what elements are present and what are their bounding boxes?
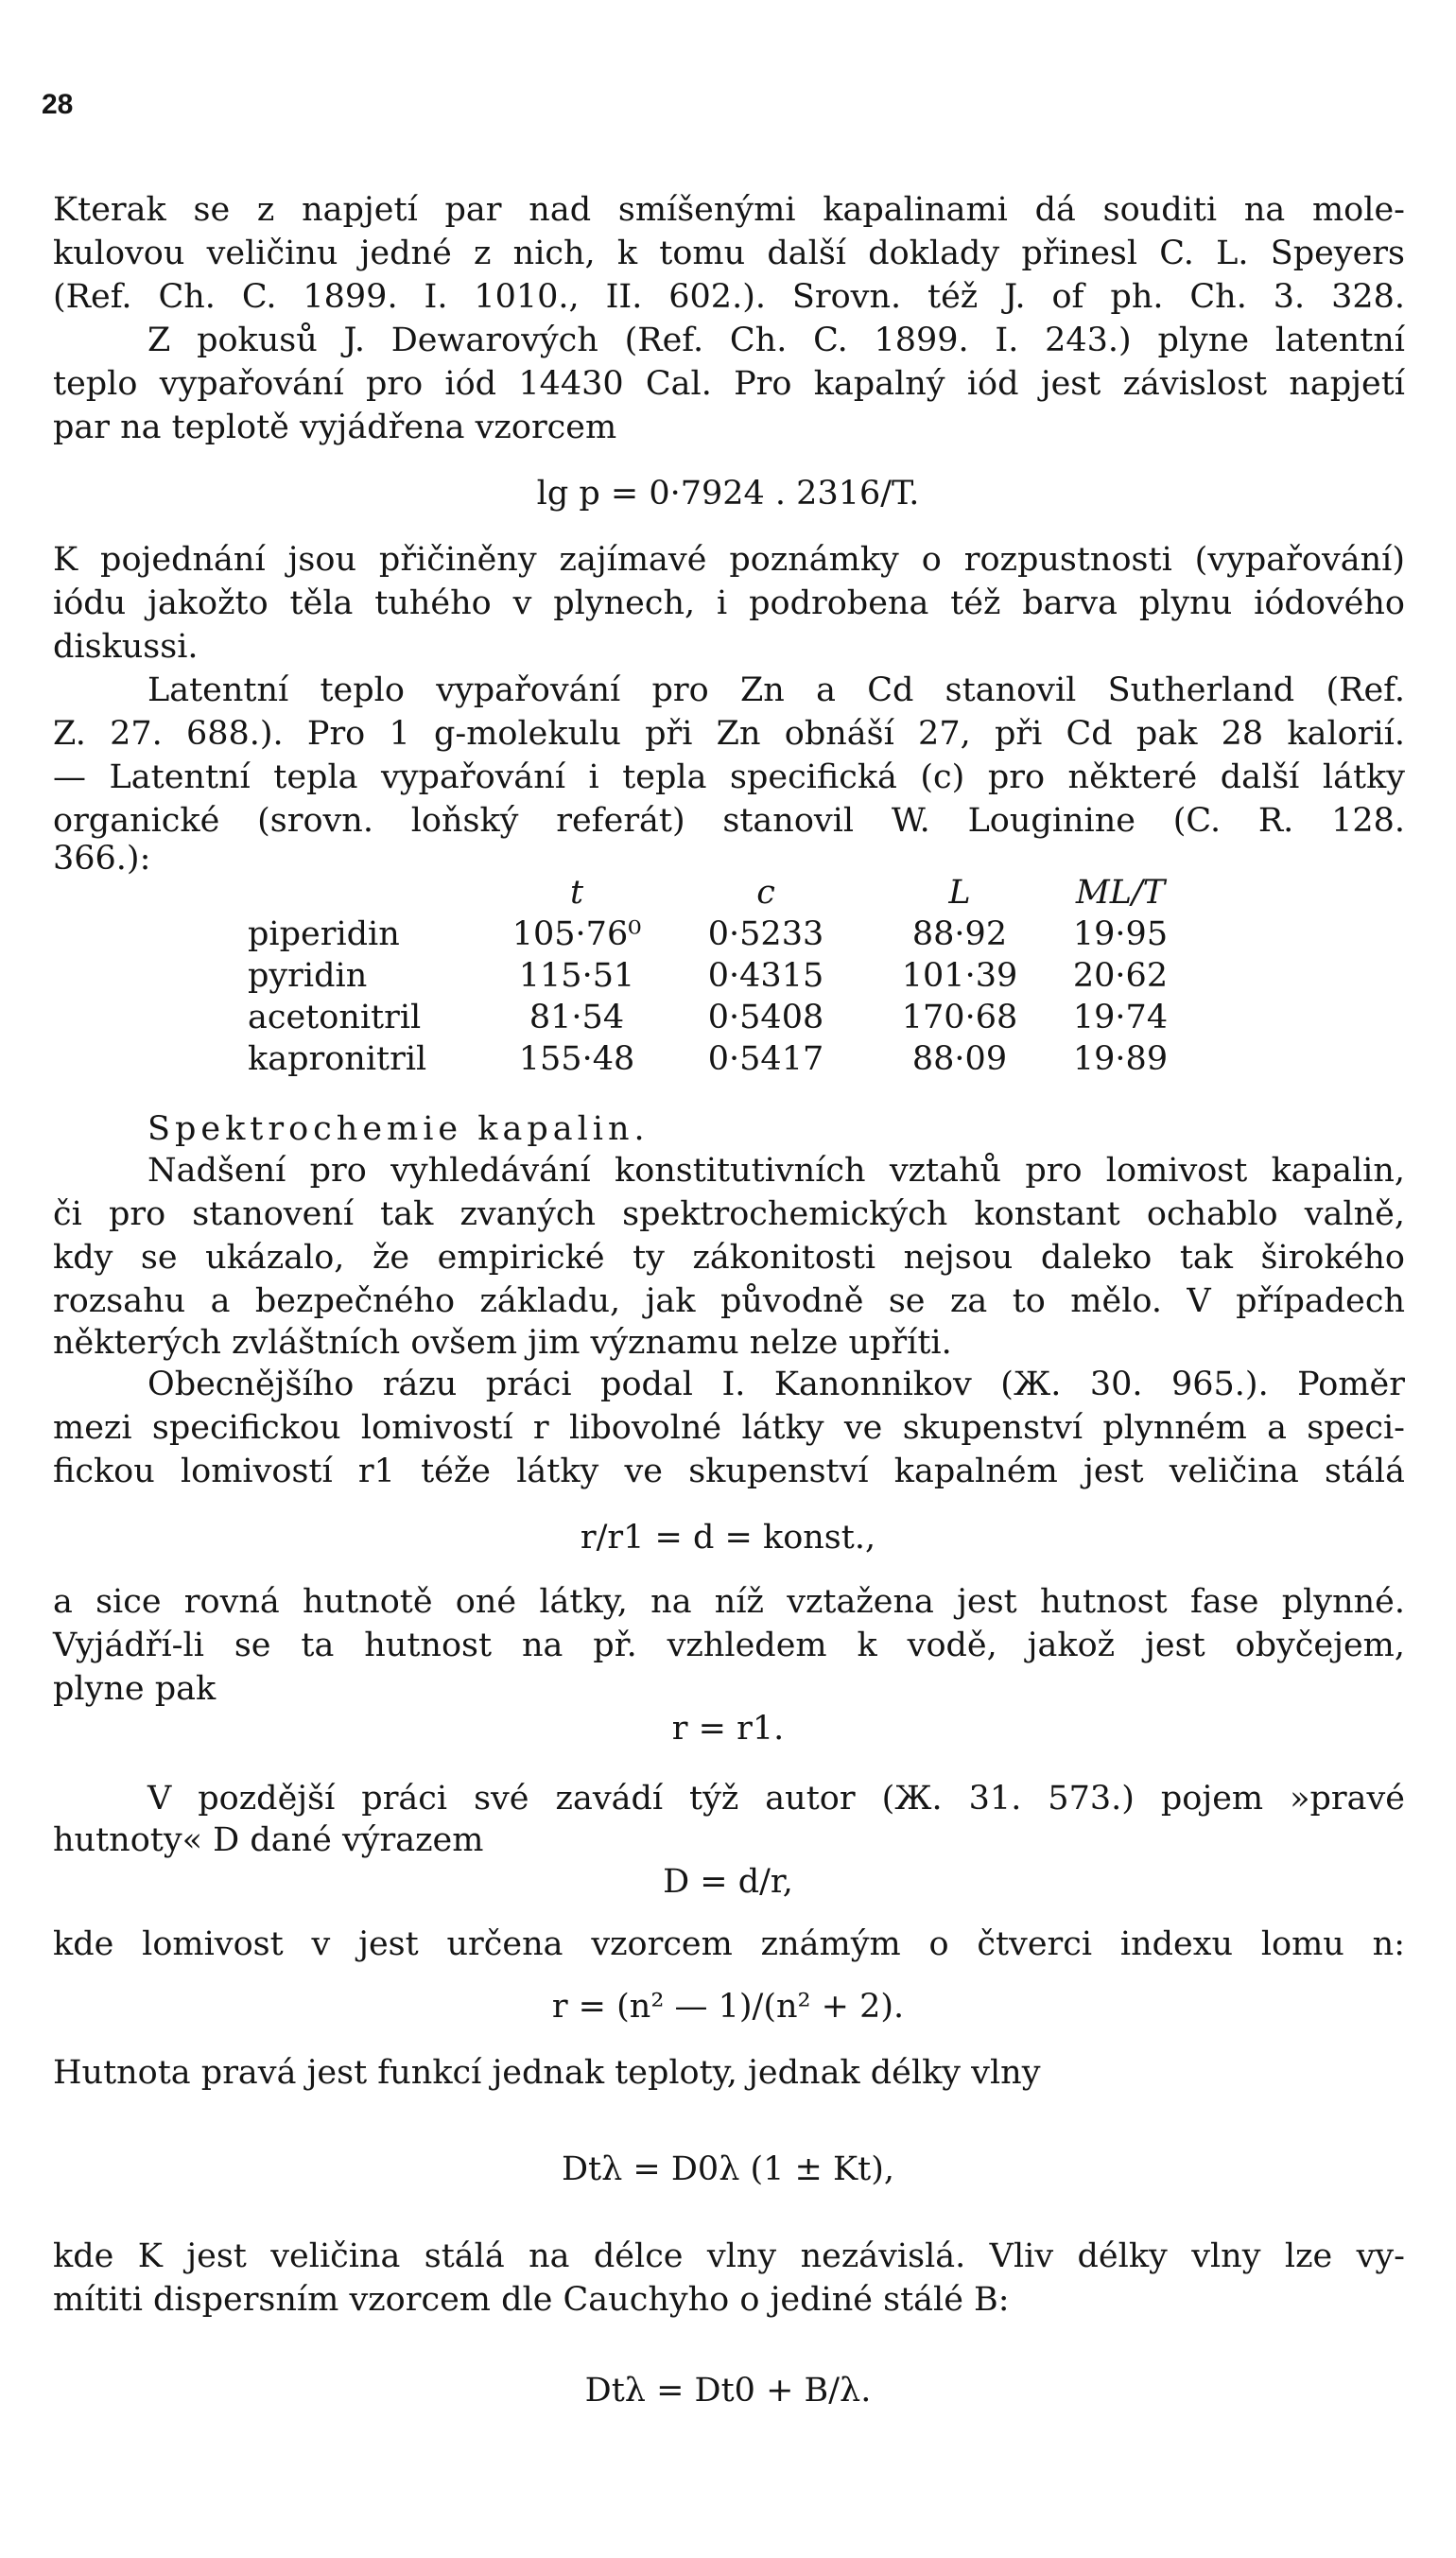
text-line: rozsahu a bezpečného základu, jak původně se za to mělo. V případech (53, 1282, 1405, 1320)
equation: lg p = 0·7924 . 2316/T. (536, 475, 920, 513)
table-header-blank (248, 872, 492, 914)
table-cell-c: 0·5408 (707, 999, 824, 1036)
table-header-c: c (756, 874, 775, 912)
table-cell-l: 170·68 (901, 999, 1018, 1036)
text-line: Hutnota pravá jest funkcí jednak teploty, jednak délky vlny (53, 2054, 1041, 2092)
table-cell-l: 101·39 (901, 957, 1018, 995)
text-line: Nadšení pro vyhledávání konstitutivních vztahů pro lomivost kapalin, (147, 1152, 1405, 1190)
table-header-ml-t: ML/T (1075, 874, 1166, 912)
table-row (248, 1038, 1191, 1080)
table-cell-c: 0·5417 (707, 1040, 824, 1078)
text-line: Latentní teplo vypařování pro Zn a Cd stanovil Sutherland (Ref. (147, 671, 1405, 709)
table-cell-c: 0·4315 (707, 957, 824, 995)
equation: r = (n² — 1)/(n² + 2). (551, 1988, 905, 2026)
text-line: Kterak se z napjetí par nad smíšenými kapalinami dá souditi na mole- (53, 191, 1405, 229)
table-cell-t: 81·54 (529, 999, 625, 1036)
text-line: kdy se ukázalo, že empirické ty zákonitosti nejsou daleko tak širokého (53, 1239, 1405, 1277)
text-line: organické (srovn. loňský referát) stanovil W. Louginine (C. R. 128. (53, 802, 1405, 840)
text-line: Obecnějšího rázu práci podal I. Kanonnikov (Ж. 30. 965.). Poměr (147, 1366, 1405, 1403)
text-line: Z pokusů J. Dewarových (Ref. Ch. C. 1899. I. 243.) plyne latentní (147, 322, 1405, 359)
text-line: kde K jest veličina stálá na délce vlny nezávislá. Vliv délky vlny lze vy- (53, 2237, 1405, 2275)
equation: r/r1 = d = konst., (580, 1519, 876, 1557)
equation: r = r1. (671, 1710, 785, 1748)
table-row (248, 997, 1191, 1038)
table-header-t: t (569, 874, 584, 912)
text-line: Z. 27. 688.). Pro 1 g-molekulu při Zn obnáší 27, při Cd pak 28 kalorií. (53, 715, 1405, 753)
table-cell-name: acetonitril (248, 999, 422, 1036)
text-line: teplo vypařování pro iód 14430 Cal. Pro kapalný iód jest závislost napjetí (53, 365, 1405, 403)
text-line: mítiti dispersním vzorcem dle Cauchyho o jediné stálé B: (53, 2281, 1010, 2319)
table-header-row (248, 872, 1191, 914)
table-cell-ml-t: 19·95 (1072, 915, 1169, 953)
text-line: diskussi. (53, 628, 199, 666)
text-line: Vyjádří-li se ta hutnost na př. vzhledem k vodě, jakož jest obyčejem, (53, 1627, 1405, 1664)
table-cell-c: 0·5233 (707, 915, 824, 953)
table-cell-t: 155·48 (518, 1040, 635, 1078)
text-line: (Ref. Ch. C. 1899. I. 1010., II. 602.). Srovn. též J. of ph. Ch. 3. 328. (53, 278, 1405, 316)
equation: Dtλ = Dt0 + B/λ. (584, 2372, 872, 2410)
text-line: kulovou veličinu jedné z nich, k tomu další doklady přinesl C. L. Speyers (53, 235, 1405, 272)
equation: Dtλ = D0λ (1 ± Kt), (561, 2150, 895, 2188)
text-line: — Latentní tepla vypařování i tepla specifická (c) pro některé další látky (53, 758, 1405, 796)
text-line: V pozdější práci své zavádí týž autor (Ж. 31. 573.) pojem »pravé (147, 1780, 1405, 1818)
text-line: fickou lomivostí r1 téže látky ve skupenství kapalném jest veličina stálá (53, 1453, 1405, 1490)
text-line: iódu jakožto těla tuhého v plynech, i podrobena též barva plynu iódového (53, 584, 1405, 622)
text-line: par na teplotě vyjádřena vzorcem (53, 409, 617, 446)
table-cell-l: 88·09 (911, 1040, 1008, 1078)
table-cell-l: 88·92 (911, 915, 1008, 953)
equation: D = d/r, (663, 1863, 793, 1901)
text-line: plyne pak (53, 1670, 217, 1708)
data-table (248, 872, 1191, 1080)
text-line: či pro stanovení tak zvaných spektrochemických konstant ochablo valně, (53, 1195, 1405, 1233)
section-heading: Spektrochemie kapalin. (147, 1110, 650, 1148)
text-line: některých zvláštních ovšem jim významu nelze upříti. (53, 1324, 952, 1362)
page-number: 28 (42, 89, 74, 120)
text-line: mezi specifickou lomivostí r libovolné látky ve skupenství plynném a speci- (53, 1409, 1405, 1447)
table-header-l: L (948, 874, 971, 912)
table-cell-name: piperidin (248, 915, 400, 953)
table-cell-t: 105·76⁰ (511, 915, 642, 953)
text-line: kde lomivost v jest určena vzorcem známým o čtverci indexu lomu n: (53, 1925, 1405, 1963)
table-row (248, 914, 1191, 955)
text-line: a sice rovná hutnotě oné látky, na níž vztažena jest hutnost fase plynné. (53, 1583, 1405, 1621)
table-row (248, 955, 1191, 997)
text-line: hutnoty« D dané výrazem (53, 1821, 484, 1859)
table-cell-name: kapronitril (248, 1040, 427, 1078)
table-cell-t: 115·51 (518, 957, 635, 995)
table-cell-ml-t: 20·62 (1072, 957, 1169, 995)
table-cell-ml-t: 19·74 (1072, 999, 1169, 1036)
text-line: K pojednání jsou přičiněny zajímavé poznámky o rozpustnosti (vypařování) (53, 541, 1405, 579)
table-cell-ml-t: 19·89 (1072, 1040, 1169, 1078)
table-cell-name: pyridin (248, 957, 368, 995)
text-line: 366.): (53, 840, 151, 878)
